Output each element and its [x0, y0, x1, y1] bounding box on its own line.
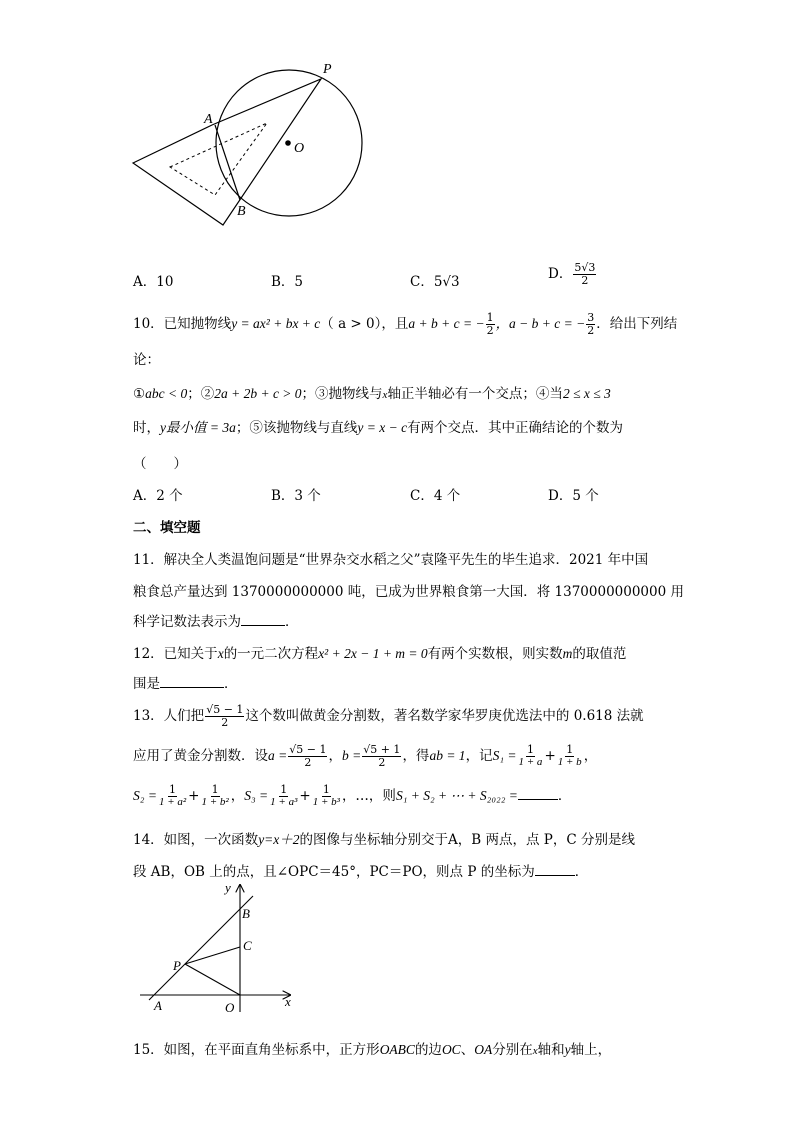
- q9-choice-a: A．10: [133, 274, 174, 290]
- center-dot: [285, 140, 291, 146]
- label-y: y: [225, 880, 231, 895]
- label-p: P: [323, 62, 332, 77]
- q12-line1: 12．已知关于x的一元二次方程x² + 2x − 1 + m = 0有两个实数根，则实数m的取值范: [133, 646, 627, 662]
- label-c: C: [243, 938, 252, 953]
- triangle-outer: [133, 79, 321, 225]
- label-p: P: [173, 958, 181, 973]
- answer-blank[interactable]: [241, 613, 285, 626]
- q12-line2: 围是 ．: [133, 676, 238, 692]
- circle-triangle-figure: [120, 55, 380, 235]
- q13-line3: S₂ = $\frac{1}{\text{1 + a²}}$ + $\frac{1}{\text{1 + b²}}$ ，S₃ = $\frac{1}{\text{1 + a³}}$ + $\frac{1}{\text{1 + b³}}$ ，…，则S₁ + S₂ + ⋯ + S₂₀₂₂ = ．: [133, 783, 572, 808]
- q9-choice-b: B．5: [271, 274, 304, 290]
- q10-choice-b: B．3 个: [271, 488, 321, 504]
- q9-choice-c: C．5√3: [410, 274, 460, 290]
- q10-paren: （ ）: [133, 456, 187, 472]
- label-b: B: [237, 204, 246, 219]
- label-x: x: [285, 994, 291, 1009]
- label-o: O: [225, 1000, 235, 1015]
- answer-blank[interactable]: [160, 675, 224, 688]
- q10-choice-a: A．2 个: [133, 488, 183, 504]
- q10-choice-c: C．4 个: [410, 488, 461, 504]
- q13-line2: 应用了黄金分割数．设a = $\frac{√5 - 1}{2}$ ，b = $\frac{√5 + 1}{2}$ ，得ab = 1，记S₁ = $\frac{1}{1 + a}$ + $\frac{1}{1 + b}$ ，: [133, 743, 598, 769]
- answer-blank[interactable]: [518, 787, 558, 800]
- q11-line1: 11．解决全人类温饱问题是“世界杂交水稻之父”袁隆平先生的毕生追求．2021 年中国: [133, 552, 649, 568]
- q10-line2: 论：: [133, 352, 160, 368]
- label-b: B: [242, 906, 250, 921]
- label-o: O: [294, 141, 305, 156]
- q10-line4: 时，y最小值 = 3a；⑤该抛物线与直线y = x − c有两个交点．其中正确结论的个数为: [133, 420, 624, 436]
- q10-choice-d: D．5 个: [548, 488, 599, 504]
- q11-line2: 粮食总产量达到 1370000000000 吨，已成为世界粮食第一大国．将 1370000000000 用: [133, 584, 684, 600]
- coordinate-figure: [135, 880, 305, 1020]
- q14-line2: 段 AB，OB 上的点，且∠OPC＝45°，PC＝PO，则点 P 的坐标为 ．: [133, 864, 589, 880]
- q11-line3: 科学记数法表示为 ．: [133, 614, 299, 630]
- q13-line1: 13．人们把 $\frac{√5 - 1}{2}$ 这个数叫做黄金分割数，著名数学家华罗庚优选法中的 0.618 法就: [133, 703, 644, 729]
- q10-line3: ①abc < 0；②2a + 2b + c > 0；③抛物线与x轴正半轴必有一个交点；④当2 ≤ x ≤ 3: [133, 386, 611, 402]
- label-a: A: [154, 998, 162, 1013]
- q10-line1: 10．已知抛物线y = ax² + bx + c（ a > 0），且a + b + c = − $\frac{1}{2}$ ，a − b + c = − $\frac{3}{2}$ ．给出下列结: [133, 311, 678, 337]
- q14-line1: 14．如图，一次函数y=x＋2的图像与坐标轴分别交于A，B 两点，点 P，C 分别是线: [133, 832, 635, 848]
- q15-line1: 15．如图，在平面直角坐标系中，正方形OABC的边OC、OA分别在x轴和y轴上，: [133, 1042, 612, 1058]
- segment-po: [185, 964, 240, 995]
- answer-blank[interactable]: [535, 863, 575, 876]
- q9-choice-d: D． $\frac{5√3}{2}$: [548, 261, 596, 287]
- section-heading: 二、填空题: [133, 520, 201, 536]
- label-a: A: [204, 112, 213, 127]
